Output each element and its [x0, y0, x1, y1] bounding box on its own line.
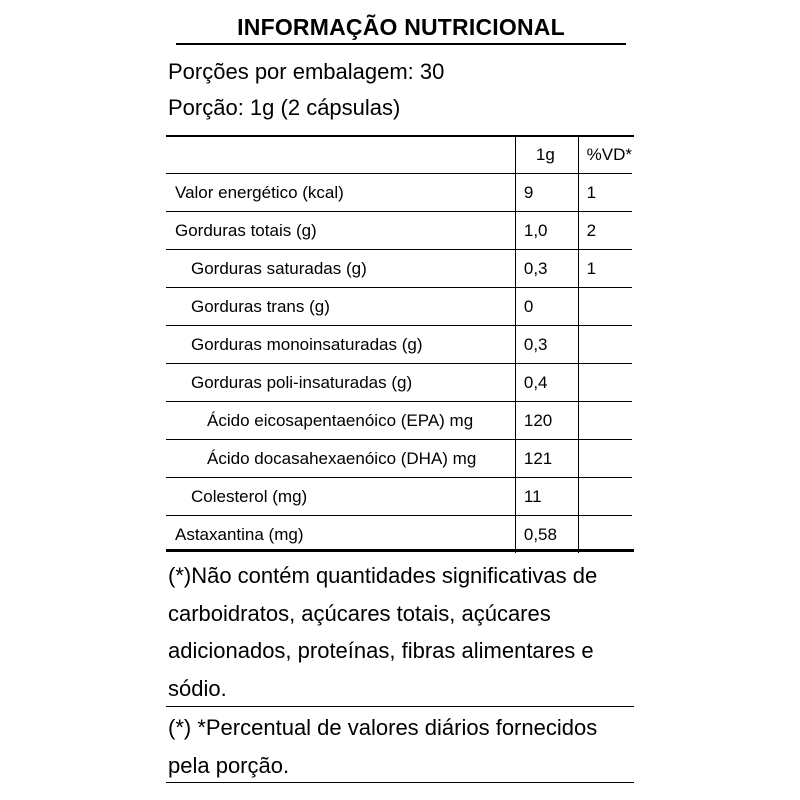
label-bottom-divider	[166, 782, 634, 783]
nutrient-name: Gorduras monoinsaturadas (g)	[166, 326, 515, 364]
nutrient-name: Valor energético (kcal)	[166, 174, 515, 212]
nutrient-amount: 0,3	[515, 250, 578, 288]
table-row	[166, 174, 632, 212]
table-row	[166, 212, 632, 250]
nutrient-name: Astaxantina (mg)	[166, 516, 515, 554]
nutrient-name: Gorduras poli-insaturadas (g)	[166, 364, 515, 402]
table-row	[166, 478, 632, 516]
nutrient-amount: 0,58	[515, 516, 578, 554]
nutrient-name: Ácido eicosapentaenóico (EPA) mg	[166, 402, 515, 440]
nutrient-daily-value	[578, 478, 632, 516]
table-row	[166, 326, 632, 364]
nutrient-daily-value: 1	[578, 174, 632, 212]
note-daily-values: (*) *Percentual de valores diários fornecidos pela porção.	[168, 715, 598, 778]
header-daily-value: %VD*	[578, 136, 632, 174]
nutrition-table	[166, 136, 632, 553]
table-header-row	[166, 136, 632, 174]
nutrient-amount: 120	[515, 402, 578, 440]
portion-size: Porção: 1g (2 cápsulas)	[168, 95, 401, 120]
table-row	[166, 516, 632, 554]
table-row	[166, 440, 632, 478]
nutrient-amount: 121	[515, 440, 578, 478]
nutrient-name: Gorduras trans (g)	[166, 288, 515, 326]
note-not-significant: (*)Não contém quantidades significativas de carboidratos, açúcares totais, açúcares adicionados, proteínas, fibras alimentares e sódio.	[168, 563, 598, 701]
header-amount: 1g	[515, 136, 578, 174]
nutrient-name: Gorduras totais (g)	[166, 212, 515, 250]
table-bottom-divider	[166, 549, 634, 552]
nutrient-name: Colesterol (mg)	[166, 478, 515, 516]
nutrient-amount: 0,3	[515, 326, 578, 364]
header-nutrient	[166, 136, 515, 174]
nutrient-daily-value: 1	[578, 250, 632, 288]
nutrient-amount: 0,4	[515, 364, 578, 402]
table-row	[166, 402, 632, 440]
nutrient-amount: 0	[515, 288, 578, 326]
nutrient-amount: 11	[515, 478, 578, 516]
nutrient-daily-value	[578, 516, 632, 554]
nutrient-daily-value	[578, 326, 632, 364]
nutrient-daily-value	[578, 288, 632, 326]
nutrient-daily-value	[578, 364, 632, 402]
nutrient-daily-value: 2	[578, 212, 632, 250]
title-divider	[176, 43, 626, 45]
nutrient-name: Ácido docasahexaenóico (DHA) mg	[166, 440, 515, 478]
nutrient-name: Gorduras saturadas (g)	[166, 250, 515, 288]
table-row	[166, 250, 632, 288]
table-row	[166, 364, 632, 402]
nutrient-amount: 9	[515, 174, 578, 212]
notes-divider	[166, 706, 634, 707]
servings-per-package: Porções por embalagem: 30	[168, 59, 445, 84]
nutrient-daily-value	[578, 402, 632, 440]
nutrient-daily-value	[578, 440, 632, 478]
table-row	[166, 288, 632, 326]
nutrient-amount: 1,0	[515, 212, 578, 250]
label-title: INFORMAÇÃO NUTRICIONAL	[237, 14, 565, 40]
